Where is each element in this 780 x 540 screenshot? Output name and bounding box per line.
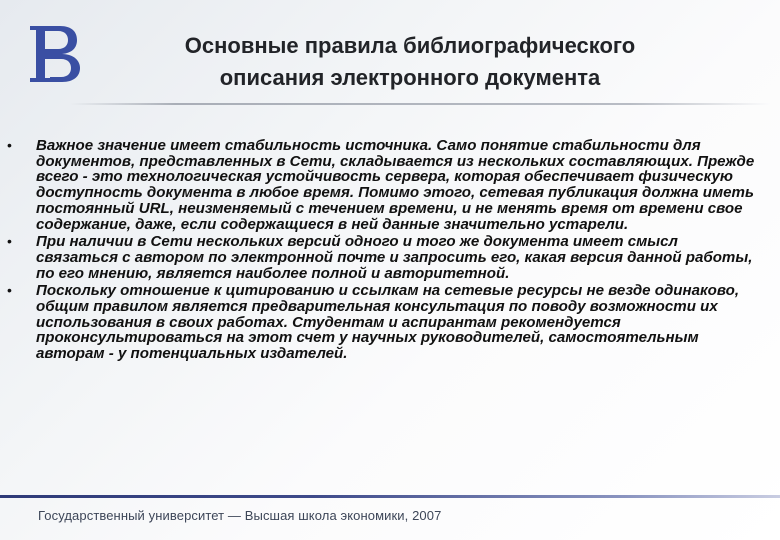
list-item xyxy=(7,233,763,282)
bullet-icon: • xyxy=(7,233,12,250)
page-title xyxy=(100,30,720,94)
title-line-1: Основные правила библиографического xyxy=(184,33,636,58)
footer-divider xyxy=(0,495,780,498)
bullet-text: При наличии в Сети нескольких версий одного и того же документа имеет смысл связаться с автором по электронной почте и запросить его, какая версия данной работы, по его мнению, является наиболее полной и авторитетной. xyxy=(36,233,753,282)
list-item xyxy=(7,137,763,233)
bullet-icon: • xyxy=(7,282,12,299)
title-line-2: описания электронного документа xyxy=(219,65,601,90)
bullet-list xyxy=(7,137,763,364)
bullet-icon: • xyxy=(7,137,12,153)
title-divider xyxy=(70,103,770,105)
bullet-text: Поскольку отношение к цитированию и ссылкам на сетевые ресурсы не везде одинаково, общим правилом является предварительная консультация по поводу возможности их использования в своих работах. Студентам и аспирантам рекомендуется проконсультироваться на этот счет у научных руководителей, самостоятельным авторам - у потенциальных издателей. xyxy=(36,282,740,363)
list-item xyxy=(7,282,763,363)
bullet-text: Важное значение имеет стабильность источника. Само понятие стабильности для документов, представленных в Сети, складывается из нескольких составляющих. Прежде всего - это технологическая устойчивость сервера, которая обеспечивает физическую доступность документа в любое время. Помимо этого, сетевая публикация должна иметь постоянный URL, неизменяемый с течением времени, и не менять время от времени свое содержание, даже, если содержащиеся в ней данные значительно устарели. xyxy=(36,137,755,233)
hse-logo-icon xyxy=(22,18,92,90)
footer-caption: Государственный университет — Высшая школа экономики, 2007 xyxy=(38,508,442,523)
